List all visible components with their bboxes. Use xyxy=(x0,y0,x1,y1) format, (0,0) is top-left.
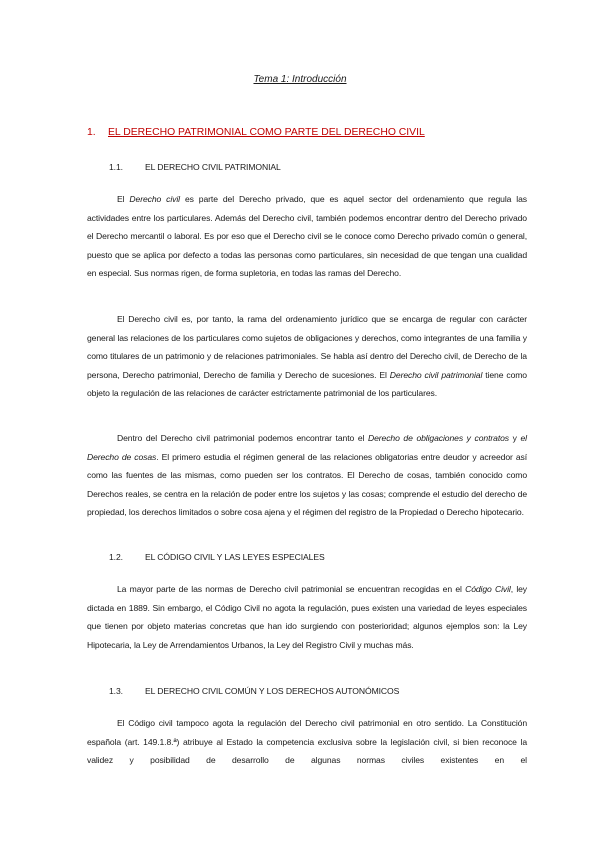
paragraph-4 xyxy=(87,580,527,654)
subsection-heading-1-3 xyxy=(109,686,399,696)
paragraph-2 xyxy=(87,310,527,403)
text: tiene como objeto la regulación de las relaciones de carácter estrictamente patrimonial de los particulares. xyxy=(87,369,527,399)
text: , ley dictada en 1889. Sin embargo, el Código Civil no agota la regulación, pues existen una variedad de leyes especiales que tienen por objeto materias concretas que han ido surgiendo con posterioridad; algunos ejemplos son: la Ley Hipotecaria, la Ley de Arrendamientos Urbanos, la Ley del Registro Civil y muchas más. xyxy=(87,584,528,650)
text: La mayor parte de las normas de Derecho civil patrimonial se encuentran recogidas en el xyxy=(117,584,466,594)
subsection-number: 1.3. xyxy=(109,686,123,696)
emphasis-text: Derecho de obligaciones y contratos xyxy=(367,433,509,443)
text: Dentro del Derecho civil patrimonial podemos encontrar tanto el xyxy=(117,433,368,443)
text: . El primero estudia el régimen general de las relaciones obligatorias entre deudor y acreedor así como las fuentes de las mismas, como pueden ser los contratos. El Derecho de cosas, también conocido como Derechos reales, se centra en la relación de poder entre los sujetos y las cosas; comprende el estudio del derecho de propiedad, los derechos limitados o sobre cosa ajena y el régimen del registro de la Propiedad o Derecho hipotecario. xyxy=(87,451,528,518)
text: El Derecho civil es, por tanto, la rama del ordenamiento jurídico que se encarga de regular con carácter general las relaciones de los particulares como sujetos de obligaciones y derechos, como integrantes de una familia y como titulares de un patrimonio y de relaciones patrimoniales. Se habla así dentro del Derecho civil, de Derecho de la persona, Derecho patrimonial, Derecho de familia y Derecho de sucesiones. El xyxy=(87,314,527,380)
text: El xyxy=(117,194,130,204)
paragraph-1 xyxy=(87,190,527,283)
text: es parte del Derecho privado, que es aquel sector del ordenamiento que regula las actividades entre los particulares. Además del Derecho civil, también podemos encontrar dentro del Derecho privado el Derecho mercantil o laboral. Es por eso que el Derecho civil se le conoce como Derecho privado común o general, puesto que se aplica por defecto a todas las personas como particulares, sin necesidad de que tengan una cualidad en especial. Sus normas rigen, de forma supletoria, en todas las ramas del Derecho. xyxy=(87,194,527,279)
page-title: Tema 1: Introducción xyxy=(253,74,347,85)
emphasis-text: Derecho civil patrimonial xyxy=(389,369,483,380)
subsection-title: EL DERECHO CIVIL PATRIMONIAL xyxy=(145,162,281,172)
section-title: EL DERECHO PATRIMONIAL COMO PARTE DEL DERECHO CIVIL xyxy=(108,127,425,138)
emphasis-text: Derecho civil xyxy=(129,194,180,204)
subsection-number: 1.1. xyxy=(109,162,123,172)
paragraph-5 xyxy=(87,714,527,770)
paragraph-3 xyxy=(87,429,527,522)
emphasis-text: el Derecho de cosas xyxy=(87,433,527,462)
subsection-number: 1.2. xyxy=(109,552,123,562)
text: El Código civil tampoco agota la regulación del Derecho civil patrimonial en otro sentido. La Constitución española (art. 149.1.8.ª) atribuye al Estado la competencia exclusiva sobre la legislación civil, si bien reconoce la validez y posibilidad de desarrollo de algunas normas civiles existentes en el xyxy=(87,718,527,766)
subsection-title: EL DERECHO CIVIL COMÚN Y LOS DERECHOS AUTONÓMICOS xyxy=(145,686,400,696)
emphasis-text: Código Civil xyxy=(465,584,511,594)
subsection-heading-1-1 xyxy=(109,162,281,172)
section-heading-1 xyxy=(87,127,425,138)
subsection-title: EL CÓDIGO CIVIL Y LAS LEYES ESPECIALES xyxy=(145,552,325,562)
section-number: 1. xyxy=(87,127,96,138)
subsection-heading-1-2 xyxy=(109,552,325,562)
text: y xyxy=(508,433,521,443)
